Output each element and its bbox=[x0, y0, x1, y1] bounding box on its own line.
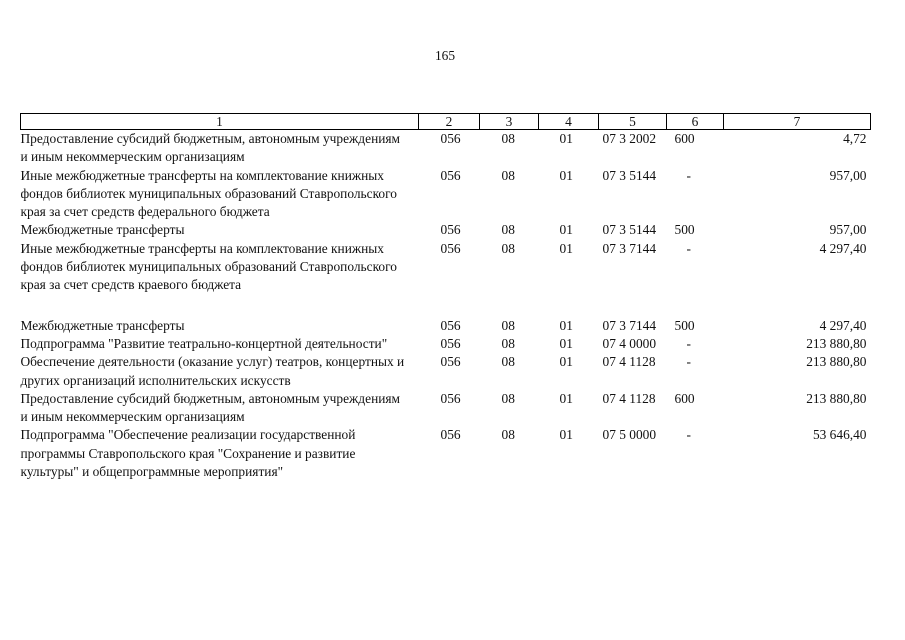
row-subsection-code: 01 bbox=[559, 390, 573, 406]
row-amount: 957,00 bbox=[829, 167, 867, 183]
table-row bbox=[21, 317, 871, 335]
table-row bbox=[21, 426, 871, 481]
row-ministry-code: 056 bbox=[440, 131, 461, 146]
row-name: Межбюджетные трансферты bbox=[20, 222, 185, 238]
row-expense-type: 600 bbox=[674, 390, 695, 406]
row-expense-type: - bbox=[686, 335, 691, 351]
row-section-code: 08 bbox=[501, 131, 515, 146]
row-expense-type: 600 bbox=[674, 131, 695, 146]
row-amount: 213 880,80 bbox=[806, 390, 867, 406]
row-amount: 213 880,80 bbox=[806, 354, 867, 370]
row-name: Подпрограмма "Обеспечение реализации государственной программы Ставропольского края "Сохранение и развитие культуры" и общепрограммные мероприятия" bbox=[20, 427, 356, 480]
table-row bbox=[21, 167, 871, 222]
row-section-code: 08 bbox=[501, 317, 515, 333]
row-section-code: 08 bbox=[501, 240, 515, 256]
row-target-code: 07 3 7144 bbox=[602, 317, 657, 333]
row-name: Подпрограмма "Развитие театрально-концертной деятельности" bbox=[20, 335, 388, 351]
row-ministry-code: 056 bbox=[440, 354, 461, 370]
row-ministry-code: 056 bbox=[440, 390, 461, 406]
table-row bbox=[21, 130, 871, 167]
row-subsection-code: 01 bbox=[559, 167, 573, 183]
row-name: Иные межбюджетные трансферты на комплектование книжных фондов библиотек муниципальных образований Ставропольского края за счет средств федерального бюджета bbox=[20, 167, 397, 220]
header-col-6: 6 bbox=[667, 114, 724, 130]
row-name: Иные межбюджетные трансферты на комплектование книжных фондов библиотек муниципальных образований Ставропольского края за счет средств краевого бюджета bbox=[20, 240, 397, 293]
row-name: Предоставление субсидий бюджетным, автономным учреждениям и иным некоммерческим организациям bbox=[20, 390, 401, 425]
row-amount: 53 646,40 bbox=[812, 427, 867, 443]
row-expense-type: 500 bbox=[674, 222, 695, 238]
row-amount: 213 880,80 bbox=[806, 335, 867, 351]
header-col-4: 4 bbox=[539, 114, 599, 130]
row-name: Обеспечение деятельности (оказание услуг) театров, концертных и других организаций исполнительских искусств bbox=[20, 354, 405, 388]
header-col-2: 2 bbox=[419, 114, 480, 130]
row-expense-type: - bbox=[686, 354, 691, 370]
row-ministry-code: 056 bbox=[440, 222, 461, 238]
row-amount: 4 297,40 bbox=[819, 240, 867, 256]
table-row bbox=[21, 353, 871, 390]
table-row bbox=[21, 221, 871, 239]
table-row bbox=[21, 390, 871, 427]
budget-table bbox=[20, 113, 871, 481]
row-section-code: 08 bbox=[501, 167, 515, 183]
row-target-code: 07 3 5144 bbox=[602, 222, 657, 238]
row-target-code: 07 5 0000 bbox=[602, 427, 657, 443]
header-col-1: 1 bbox=[21, 114, 419, 130]
row-expense-type: - bbox=[686, 167, 691, 183]
row-subsection-code: 01 bbox=[559, 317, 573, 333]
row-subsection-code: 01 bbox=[559, 131, 573, 146]
row-section-code: 08 bbox=[501, 354, 515, 370]
row-name: Предоставление субсидий бюджетным, автономным учреждениям и иным некоммерческим организациям bbox=[20, 131, 401, 165]
spacer-row bbox=[21, 295, 871, 317]
row-section-code: 08 bbox=[501, 427, 515, 443]
header-col-3: 3 bbox=[480, 114, 539, 130]
row-ministry-code: 056 bbox=[440, 240, 461, 256]
header-col-5: 5 bbox=[599, 114, 667, 130]
page-number: 165 bbox=[434, 48, 456, 63]
row-name: Межбюджетные трансферты bbox=[20, 317, 185, 333]
row-target-code: 07 3 2002 bbox=[602, 131, 657, 146]
row-subsection-code: 01 bbox=[559, 240, 573, 256]
row-expense-type: - bbox=[686, 240, 691, 256]
row-amount: 4 297,40 bbox=[819, 317, 867, 333]
row-amount: 957,00 bbox=[829, 222, 867, 238]
row-expense-type: 500 bbox=[674, 317, 695, 333]
table-row bbox=[21, 335, 871, 353]
row-amount: 4,72 bbox=[843, 131, 867, 146]
row-section-code: 08 bbox=[501, 335, 515, 351]
row-subsection-code: 01 bbox=[559, 354, 573, 370]
row-subsection-code: 01 bbox=[559, 222, 573, 238]
row-ministry-code: 056 bbox=[440, 427, 461, 443]
row-target-code: 07 4 1128 bbox=[602, 390, 656, 406]
row-ministry-code: 056 bbox=[440, 317, 461, 333]
row-ministry-code: 056 bbox=[440, 167, 461, 183]
row-section-code: 08 bbox=[501, 222, 515, 238]
row-target-code: 07 4 0000 bbox=[602, 335, 657, 351]
row-target-code: 07 4 1128 bbox=[602, 354, 656, 370]
row-section-code: 08 bbox=[501, 390, 515, 406]
table-header-row bbox=[21, 114, 871, 130]
row-ministry-code: 056 bbox=[440, 335, 461, 351]
row-expense-type: - bbox=[686, 427, 691, 443]
row-target-code: 07 3 7144 bbox=[602, 240, 657, 256]
table-row bbox=[21, 240, 871, 295]
row-subsection-code: 01 bbox=[559, 335, 573, 351]
row-subsection-code: 01 bbox=[559, 427, 573, 443]
row-target-code: 07 3 5144 bbox=[602, 167, 657, 183]
header-col-7: 7 bbox=[724, 114, 871, 130]
